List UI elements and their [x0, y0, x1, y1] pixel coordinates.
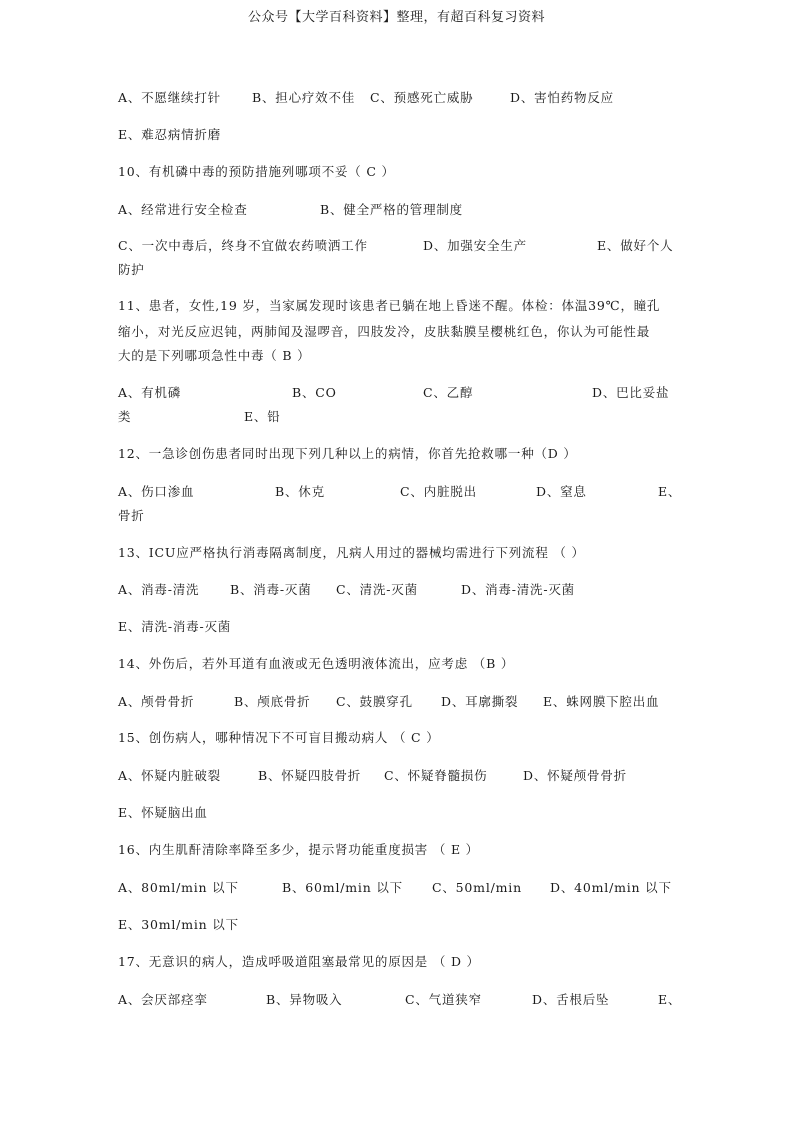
q14-option-a: A、颅骨骨折: [118, 694, 195, 709]
q17-options: [118, 990, 688, 1014]
q15-stem: 15、创伤病人，哪种情况下不可盲目搬动病人 （ C ）: [118, 730, 440, 745]
q12-option-d: D、窒息: [536, 484, 587, 499]
q15-option-d: D、怀疑颅骨骨折: [523, 768, 627, 783]
q11-options: [118, 383, 688, 407]
page-header: 公众号【大学百科资料】整理，有超百科复习资料: [247, 10, 545, 25]
q10-options-row1: [118, 200, 688, 224]
q12-option-c: C、内脏脱出: [400, 484, 477, 499]
q10-option-e: E、做好个人: [597, 238, 674, 253]
q13-option-e: E、清洗-消毒-灭菌: [118, 619, 232, 634]
q15-option-e: E、怀疑脑出血: [118, 805, 208, 820]
q14-option-d: D、耳廓撕裂: [441, 694, 519, 709]
q11-options-wrap: [118, 407, 688, 431]
q9-option-c: C、预感死亡威胁: [370, 90, 474, 105]
q16-option-b: B、60ml/min 以下: [282, 880, 403, 895]
q11-option-e: E、铅: [244, 409, 281, 424]
q17-option-d: D、舌根后坠: [532, 992, 610, 1007]
q12-option-b: B、休克: [275, 484, 325, 499]
q17-option-b: B、异物吸入: [266, 992, 343, 1007]
q14-stem: 14、外伤后，若外耳道有血液或无色透明液体流出，应考虑 （B ）: [118, 656, 515, 671]
q10-option-c: C、一次中毒后，终身不宜做农药喷洒工作: [118, 238, 368, 253]
q9-option-d: D、害怕药物反应: [510, 90, 614, 105]
q12-option-e-wrap: 骨折: [118, 508, 145, 523]
q16-stem: 16、内生肌酐清除率降至多少，提示肾功能重度损害 （ E ）: [118, 842, 479, 857]
q11-option-c: C、乙醇: [423, 385, 474, 400]
q10-options-row2: [118, 236, 688, 260]
q9-options: [118, 88, 688, 112]
q11-option-d: D、巴比妥盐: [592, 385, 670, 400]
q14-options: [118, 692, 688, 716]
q17-option-a: A、会厌部痉挛: [118, 992, 208, 1007]
q15-option-c: C、怀疑脊髓损伤: [384, 768, 488, 783]
q10-stem: 10、有机磷中毒的预防措施列哪项不妥（ C ）: [118, 164, 395, 179]
q14-option-b: B、颅底骨折: [234, 694, 311, 709]
q11-stem-line2: 缩小，对光反应迟钝，两肺闻及湿啰音，四肢发冷，皮肤黏膜呈樱桃红色，你认为可能性最: [118, 324, 651, 339]
q14-option-e: E、蛛网膜下腔出血: [543, 694, 660, 709]
q9-option-a: A、不愿继续打针: [118, 90, 221, 105]
q12-options: [118, 482, 688, 506]
q16-option-c: C、50ml/min: [432, 880, 522, 895]
q13-option-d: D、消毒-清洗-灭菌: [461, 582, 575, 597]
q17-stem: 17、无意识的病人，造成呼吸道阻塞最常见的原因是 （ D ）: [118, 954, 480, 969]
q11-stem-line1: 11、患者，女性,19 岁，当家属发现时该患者已躺在地上昏迷不醒。体检：体温39℃，瞳孔: [118, 298, 661, 313]
q14-option-c: C、鼓膜穿孔: [336, 694, 413, 709]
q10-option-e-wrap: 防护: [118, 262, 145, 277]
q13-option-c: C、清洗-灭菌: [336, 582, 418, 597]
q15-options: [118, 766, 688, 790]
q17-option-c: C、气道狭窄: [405, 992, 482, 1007]
q16-options: [118, 878, 688, 902]
q15-option-b: B、怀疑四肢骨折: [258, 768, 362, 783]
q11-option-a: A、有机磷: [118, 385, 182, 400]
q11-stem-line3: 大的是下列哪项急性中毒（ B ）: [118, 348, 311, 363]
q13-option-b: B、消毒-灭菌: [230, 582, 312, 597]
q10-option-d: D、加强安全生产: [423, 238, 527, 253]
q16-option-e: E、30ml/min 以下: [118, 917, 239, 932]
q11-option-b: B、CO: [292, 385, 337, 400]
q13-option-a: A、消毒-清洗: [118, 582, 200, 597]
q9-option-b: B、担心疗效不佳: [252, 90, 356, 105]
q9-option-e: E、难忍病情折磨: [118, 127, 222, 142]
q13-options: [118, 580, 688, 604]
q11-option-d-wrap: 类: [118, 409, 132, 424]
q12-option-a: A、伤口渗血: [118, 484, 195, 499]
q13-stem: 13、ICU应严格执行消毒隔离制度，凡病人用过的器械均需进行下列流程 （ ）: [118, 545, 585, 560]
q16-option-a: A、80ml/min 以下: [118, 880, 239, 895]
q10-option-b: B、健全严格的管理制度: [320, 202, 463, 217]
q12-option-e: E、: [658, 484, 682, 499]
q12-stem: 12、一急诊创伤患者同时出现下列几种以上的病情，你首先抢救哪一种（D ）: [118, 446, 577, 461]
q10-option-a: A、经常进行安全检查: [118, 202, 248, 217]
q16-option-d: D、40ml/min 以下: [550, 880, 672, 895]
q15-option-a: A、怀疑内脏破裂: [118, 768, 221, 783]
q17-option-e: E、: [658, 992, 682, 1007]
